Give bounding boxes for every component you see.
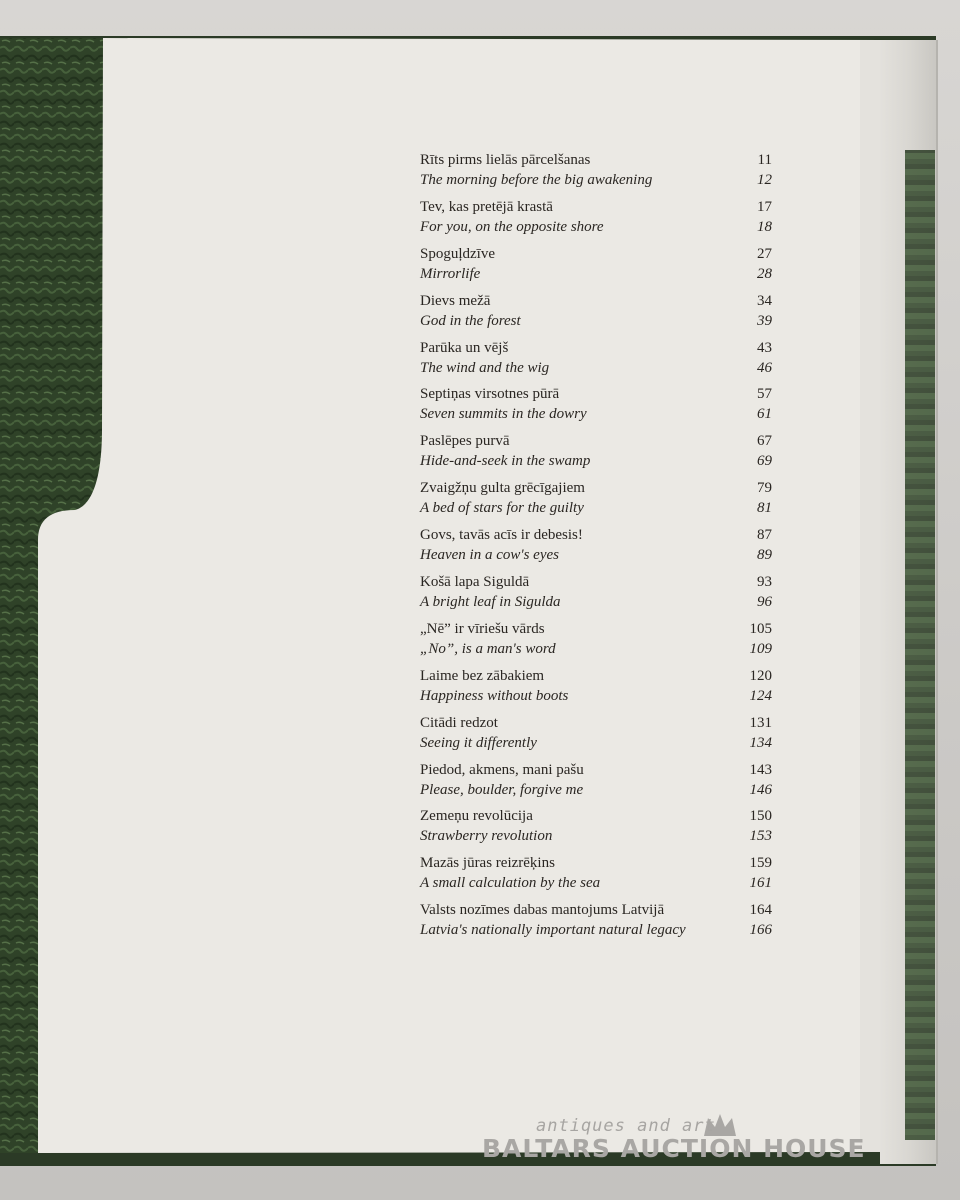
toc-page-latvian: 67 — [757, 433, 772, 450]
toc-entry — [420, 246, 780, 293]
toc-page-english: 18 — [757, 218, 772, 235]
toc-entry — [420, 433, 780, 480]
toc-title-english: Heaven in a cow's eyes — [420, 547, 559, 564]
toc-page-latvian: 143 — [749, 761, 772, 778]
toc-page-english: 146 — [749, 781, 772, 798]
toc-page-english: 166 — [749, 922, 772, 939]
toc-title-english-row — [420, 219, 780, 239]
toc-entry — [420, 668, 780, 715]
toc-title-latvian-row — [420, 762, 780, 782]
toc-title-latvian-row — [420, 293, 780, 313]
toc-page-english: 28 — [757, 265, 772, 282]
toc-title-english-row — [420, 406, 780, 426]
toc-page-english: 109 — [749, 640, 772, 657]
toc-title-latvian: Piedod, akmens, mani pašu — [420, 761, 584, 778]
toc-title-latvian-row — [420, 621, 780, 641]
toc-title-english: A bed of stars for the guilty — [420, 500, 584, 517]
toc-entry — [420, 574, 780, 621]
toc-title-english: A small calculation by the sea — [420, 875, 601, 892]
toc-title-english-row — [420, 547, 780, 567]
toc-page-english: 89 — [757, 547, 772, 564]
toc-title-english-row — [420, 360, 780, 380]
toc-page-english: 161 — [749, 875, 772, 892]
toc-page-english: 134 — [749, 734, 772, 751]
toc-title-latvian-row — [420, 527, 780, 547]
toc-title-latvian: Laime bez zābakiem — [420, 667, 545, 684]
toc-title-latvian: Zvaigžņu gulta grēcīgajiem — [420, 480, 585, 497]
toc-page-latvian: 164 — [749, 902, 772, 919]
toc-title-latvian: Valsts nozīmes dabas mantojums Latvijā — [420, 902, 665, 919]
toc-title-latvian: Govs, tavās acīs ir debesis! — [420, 527, 583, 544]
toc-entry — [420, 762, 780, 809]
toc-title-english-row — [420, 875, 780, 895]
toc-page-latvian: 79 — [757, 480, 772, 497]
toc-title-english: The wind and the wig — [420, 359, 550, 376]
toc-title-latvian-row — [420, 668, 780, 688]
toc-title-english-row — [420, 922, 780, 942]
watermark-brand: BALTARS AUCTION HOUSE — [482, 1134, 866, 1163]
toc-entry — [420, 199, 780, 246]
toc-title-latvian-row — [420, 902, 780, 922]
toc-title-latvian: Parūka un vējš — [420, 339, 509, 356]
toc-title-english: Strawberry revolution — [420, 828, 553, 845]
toc-title-latvian-row — [420, 386, 780, 406]
toc-title-latvian-row — [420, 152, 780, 172]
toc-entry — [420, 808, 780, 855]
toc-entry — [420, 527, 780, 574]
toc-title-latvian: Zemeņu revolūcija — [420, 808, 533, 825]
toc-title-latvian-row — [420, 246, 780, 266]
toc-title-english-row — [420, 313, 780, 333]
toc-title-english-row — [420, 594, 780, 614]
toc-title-latvian: „Nē” ir vīriešu vārds — [420, 620, 545, 637]
toc-page-latvian: 27 — [757, 245, 772, 262]
toc-title-english: Mirrorlife — [420, 265, 481, 282]
toc-title-latvian: Dievs mežā — [420, 292, 491, 309]
watermark-tagline: antiques and art — [536, 1116, 716, 1136]
toc-entry — [420, 152, 780, 199]
toc-page-english: 46 — [757, 359, 772, 376]
toc-entry — [420, 480, 780, 527]
toc-page-latvian: 159 — [749, 855, 772, 872]
toc-entry — [420, 902, 780, 949]
toc-page-latvian: 120 — [749, 667, 772, 684]
toc-title-english: The morning before the big awakening — [420, 172, 653, 188]
toc-title-english: Please, boulder, forgive me — [420, 781, 584, 798]
toc-title-latvian-row — [420, 480, 780, 500]
toc-page-latvian: 87 — [757, 527, 772, 544]
toc-page-latvian: 93 — [757, 574, 772, 591]
toc-title-english-row — [420, 735, 780, 755]
toc-title-english-row — [420, 828, 780, 848]
toc-title-latvian-row — [420, 574, 780, 594]
toc-page-latvian: 105 — [749, 620, 772, 637]
toc-title-english: God in the forest — [420, 312, 521, 329]
toc-title-english-row — [420, 641, 780, 661]
toc-title-latvian: Tev, kas pretējā krastā — [420, 198, 553, 215]
toc-title-latvian: Spoguļdzīve — [420, 245, 495, 262]
toc-title-english-row — [420, 172, 780, 192]
table-of-contents — [420, 152, 780, 949]
toc-title-english: Hide-and-seek in the swamp — [420, 453, 591, 470]
toc-page-english: 12 — [757, 172, 772, 188]
toc-title-latvian-row — [420, 855, 780, 875]
toc-title-english: Latvia's nationally important natural legacy — [420, 922, 686, 939]
toc-title-english-row — [420, 453, 780, 473]
toc-entry — [420, 715, 780, 762]
toc-title-english: For you, on the opposite shore — [420, 218, 604, 235]
toc-page-english: 61 — [757, 406, 772, 423]
toc-title-latvian-row — [420, 199, 780, 219]
toc-entry — [420, 386, 780, 433]
toc-page-english: 69 — [757, 453, 772, 470]
toc-title-latvian: Rīts pirms lielās pārcelšanas — [420, 152, 591, 168]
toc-title-latvian-row — [420, 715, 780, 735]
toc-title-english: Happiness without boots — [420, 687, 569, 704]
toc-title-english-row — [420, 500, 780, 520]
toc-title-latvian: Košā lapa Siguldā — [420, 574, 530, 591]
toc-title-english: „No”, is a man's word — [420, 640, 556, 657]
toc-title-latvian-row — [420, 808, 780, 828]
toc-title-english-row — [420, 688, 780, 708]
toc-title-english-row — [420, 782, 780, 802]
toc-page-english: 124 — [749, 687, 772, 704]
toc-page-latvian: 150 — [749, 808, 772, 825]
toc-entry — [420, 621, 780, 668]
watermark — [470, 1110, 890, 1170]
toc-page-latvian: 17 — [757, 198, 772, 215]
toc-title-latvian: Mazās jūras reizrēķins — [420, 855, 555, 872]
toc-page-latvian: 57 — [757, 386, 772, 403]
toc-page-english: 81 — [757, 500, 772, 517]
toc-title-latvian: Septiņas virsotnes pūrā — [420, 386, 560, 403]
toc-page-english: 39 — [757, 312, 772, 329]
toc-entry — [420, 855, 780, 902]
toc-title-english: Seven summits in the dowry — [420, 406, 587, 423]
toc-title-english: Seeing it differently — [420, 734, 537, 751]
toc-title-latvian: Citādi redzot — [420, 714, 498, 731]
toc-title-english: A bright leaf in Sigulda — [420, 594, 561, 611]
toc-page-latvian: 43 — [757, 339, 772, 356]
toc-page-english: 153 — [749, 828, 772, 845]
toc-entry — [420, 340, 780, 387]
toc-page-english: 96 — [757, 594, 772, 611]
toc-page-latvian: 34 — [757, 292, 772, 309]
toc-title-latvian-row — [420, 433, 780, 453]
toc-title-english-row — [420, 266, 780, 286]
toc-title-latvian-row — [420, 340, 780, 360]
toc-title-latvian: Paslēpes purvā — [420, 433, 510, 450]
toc-entry — [420, 293, 780, 340]
toc-page-latvian: 11 — [757, 152, 772, 168]
toc-page-latvian: 131 — [749, 714, 772, 731]
